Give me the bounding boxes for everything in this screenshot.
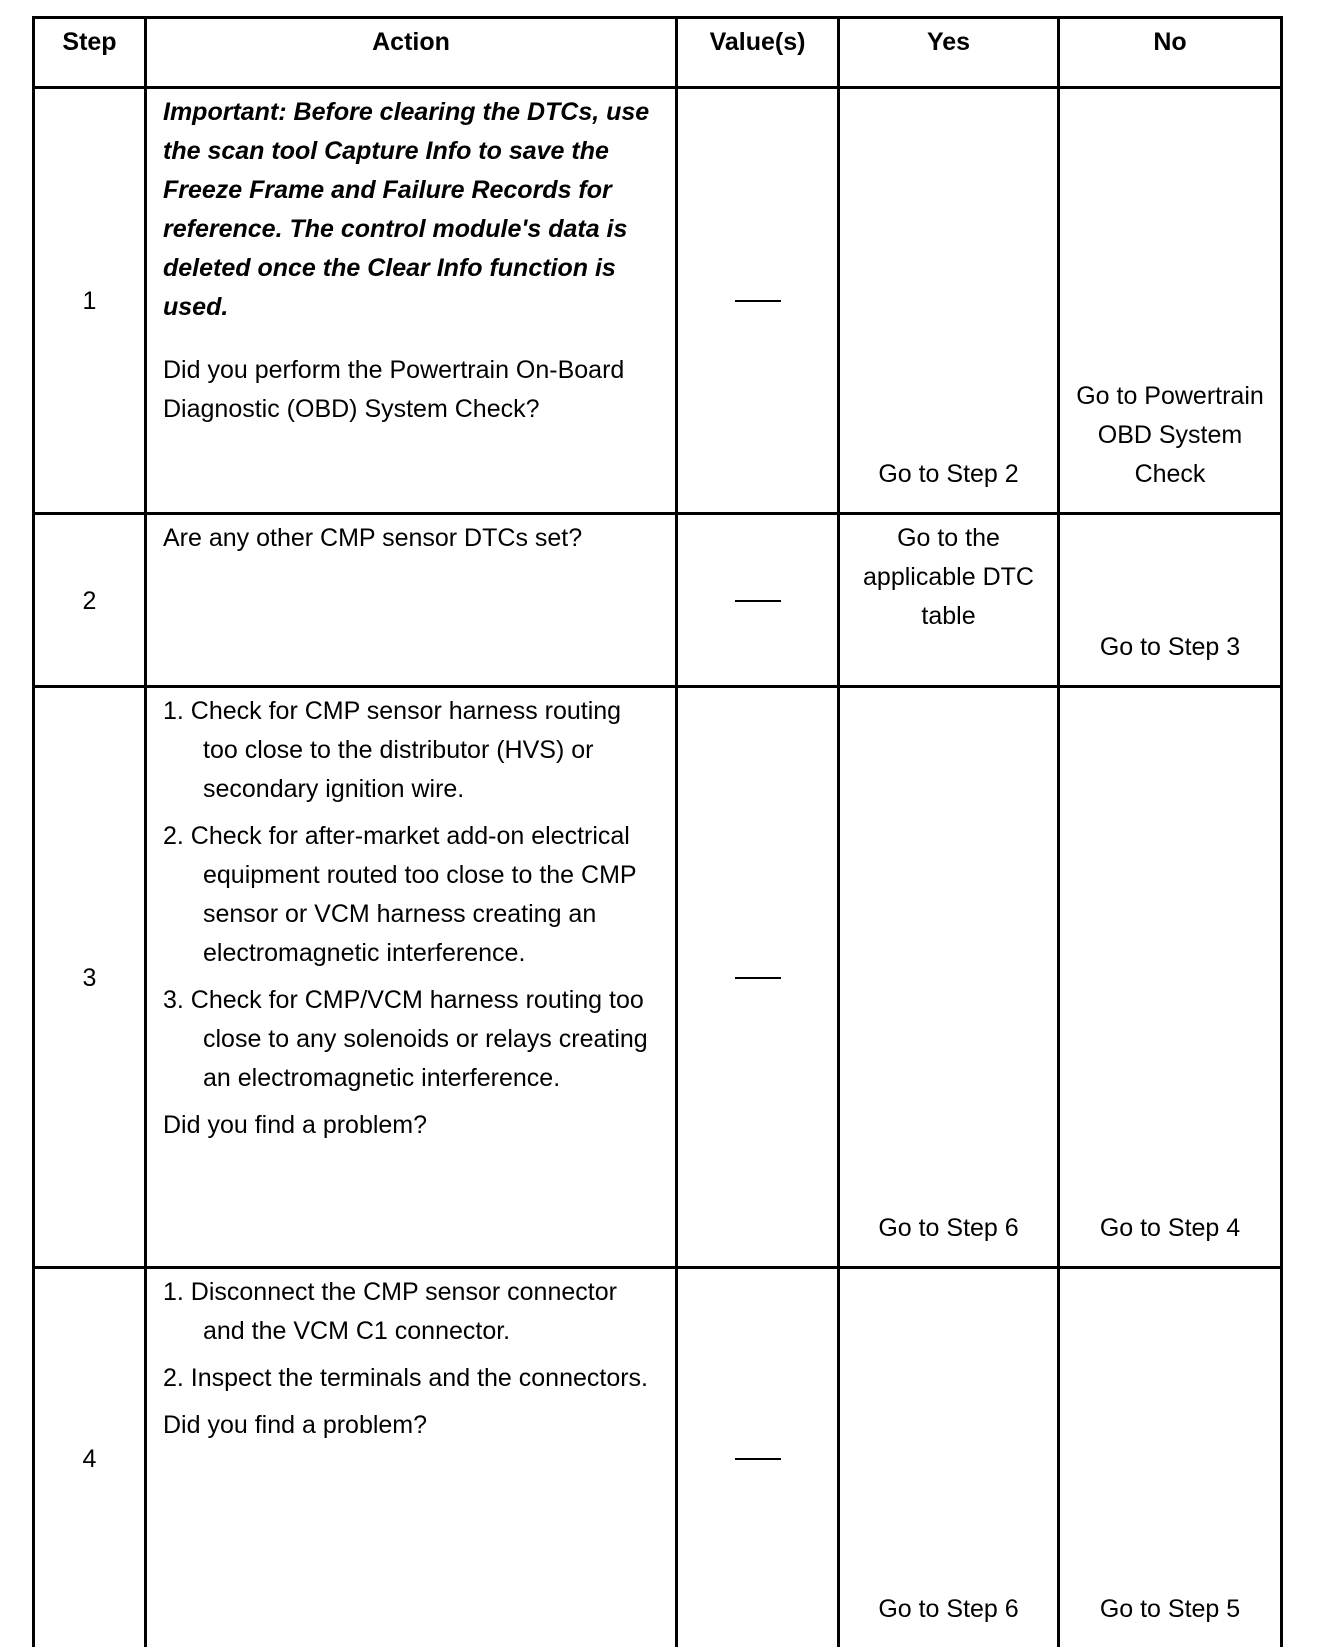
value-dash: [735, 1458, 781, 1460]
step-number: 2: [34, 514, 146, 687]
value-cell: [677, 88, 839, 514]
yes-cell: Go to Step 6: [839, 687, 1059, 1268]
no-cell: Go to Powertrain OBD System Check: [1059, 88, 1282, 514]
important-note: Important: Before clearing the DTCs, use the scan tool Capture Info to save the Freeze Frame and Failure Records for reference. The control module's data is deleted once the Clear Info function is used.: [163, 93, 657, 327]
table-row: [34, 88, 1282, 514]
diagnostic-table-frame: [32, 16, 1280, 1506]
action-steps-list: [163, 692, 657, 1098]
action-cell: [146, 514, 677, 687]
yes-cell: Go to the applicable DTC table: [839, 514, 1059, 687]
action-cell: [146, 687, 677, 1268]
header-step: Step: [34, 18, 146, 88]
action-steps-list: [163, 1273, 657, 1398]
value-dash: [735, 300, 781, 302]
diagnostic-table: [32, 16, 1283, 1647]
header-yes: Yes: [839, 18, 1059, 88]
action-cell: [146, 88, 677, 514]
action-step-item: 2. Check for after-market add-on electrical equipment routed too close to the CMP sensor or VCM harness creating an electromagnetic interference.: [163, 817, 657, 973]
value-dash: [735, 977, 781, 979]
no-cell: Go to Step 4: [1059, 687, 1282, 1268]
header-value: Value(s): [677, 18, 839, 88]
value-dash: [735, 600, 781, 602]
no-cell: Go to Step 5: [1059, 1268, 1282, 1647]
action-step-item: 2. Inspect the terminals and the connectors.: [163, 1359, 657, 1398]
question-text: Are any other CMP sensor DTCs set?: [163, 519, 657, 558]
question-text: Did you perform the Powertrain On-Board Diagnostic (OBD) System Check?: [163, 351, 657, 429]
action-cell: [146, 1268, 677, 1647]
action-step-item: 3. Check for CMP/VCM harness routing too close to any solenoids or relays creating an electromagnetic interference.: [163, 981, 657, 1098]
header-no: No: [1059, 18, 1282, 88]
question-text: Did you find a problem?: [163, 1106, 657, 1145]
step-number: 3: [34, 687, 146, 1268]
header-action: Action: [146, 18, 677, 88]
no-cell: Go to Step 3: [1059, 514, 1282, 687]
step-number: 4: [34, 1268, 146, 1647]
table-row: [34, 687, 1282, 1268]
value-cell: [677, 687, 839, 1268]
action-step-item: 1. Disconnect the CMP sensor connector and the VCM C1 connector.: [163, 1273, 657, 1351]
header-row: [34, 18, 1282, 88]
question-text: Did you find a problem?: [163, 1406, 657, 1445]
value-cell: [677, 1268, 839, 1647]
table-row: [34, 514, 1282, 687]
step-number: 1: [34, 88, 146, 514]
value-cell: [677, 514, 839, 687]
action-step-item: 1. Check for CMP sensor harness routing too close to the distributor (HVS) or secondary ignition wire.: [163, 692, 657, 809]
table-row: [34, 1268, 1282, 1647]
yes-cell: Go to Step 6: [839, 1268, 1059, 1647]
yes-cell: Go to Step 2: [839, 88, 1059, 514]
